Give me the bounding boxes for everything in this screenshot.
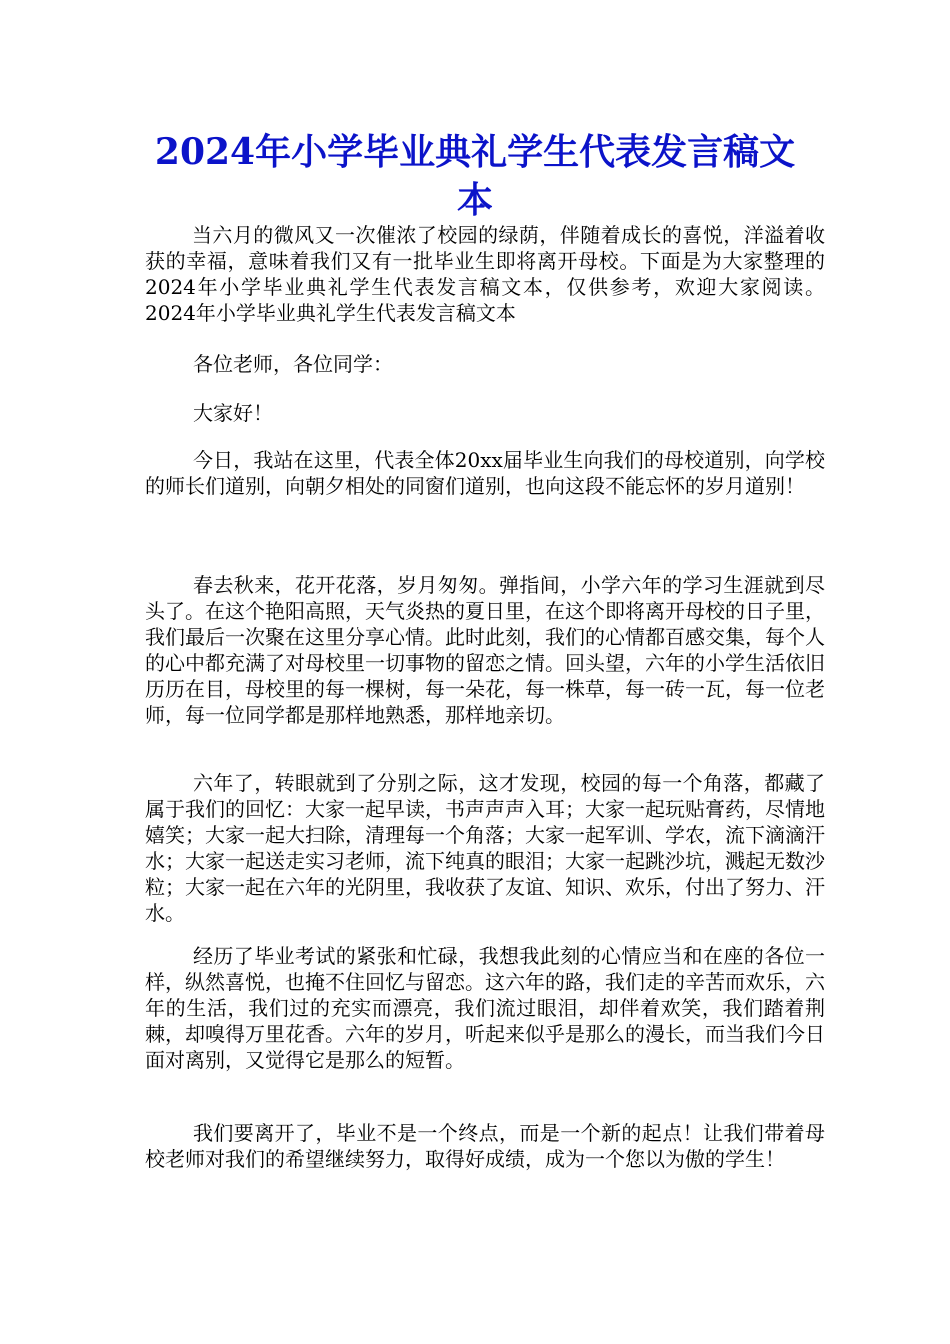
paragraph-farewell: 今日，我站在这里，代表全体20xx届毕业生向我们的母校道别，向学校的师长们道别，向朝夕相处的同窗们道别，也向这段不能忘怀的岁月道别！ [145,448,825,498]
greeting: 大家好！ [193,401,273,425]
document-title: 2024年小学毕业典礼学生代表发言稿文本 [154,131,796,221]
paragraph-campus-recollections: 六年了，转眼就到了分别之际，这才发现，校园的每一个角落，都藏了属于我们的回忆：大家一起早读，书声声声入耳；大家一起玩贴膏药，尽情地嬉笑；大家一起大扫除，清理每一个角落；大家一起军训、学农，流下滴滴汗水；大家一起送走实习老师，流下纯真的眼泪；大家一起跳沙坑，溅起无数沙粒；大家一起在六年的光阴里，我收获了友谊、知识、欢乐，付出了努力、汗水。 [145,771,825,925]
paragraph-new-beginning: 我们要离开了，毕业不是一个终点，而是一个新的起点！让我们带着母校老师对我们的希望继续努力，取得好成绩，成为一个您以为傲的学生！ [145,1121,825,1171]
paragraph-memories: 春去秋来，花开花落，岁月匆匆。弹指间，小学六年的学习生涯就到尽头了。在这个艳阳高照，天气炎热的夏日里，在这个即将离开母校的日子里，我们最后一次聚在这里分享心情。此时此刻，我们的心情都百感交集，每个人的心中都充满了对母校里一切事物的留恋之情。回头望，六年的小学生活依旧历历在目，母校里的每一棵树，每一朵花，每一株草，每一砖一瓦，每一位老师，每一位同学都是那样地熟悉，那样地亲切。 [145,573,825,727]
intro-paragraph: 当六月的微风又一次催浓了校园的绿荫，伴随着成长的喜悦，洋溢着收获的幸福，意味着我们又有一批毕业生即将离开母校。下面是为大家整理的2024年小学毕业典礼学生代表发言稿文本，仅供参考，欢迎大家阅读。 2024年小学毕业典礼学生代表发言稿文本 [145,223,825,325]
paragraph-six-years: 经历了毕业考试的紧张和忙碌，我想我此刻的心情应当和在座的各位一样，纵然喜悦，也掩不住回忆与留恋。这六年的路，我们走的辛苦而欢乐，六年的生活，我们过的充实而漂亮，我们流过眼泪，却伴着欢笑，我们踏着荆棘，却嗅得万里花香。六年的岁月，听起来似乎是那么的漫长，而当我们今日面对离别，又觉得它是那么的短暂。 [145,944,825,1072]
salutation: 各位老师，各位同学： [193,352,393,376]
